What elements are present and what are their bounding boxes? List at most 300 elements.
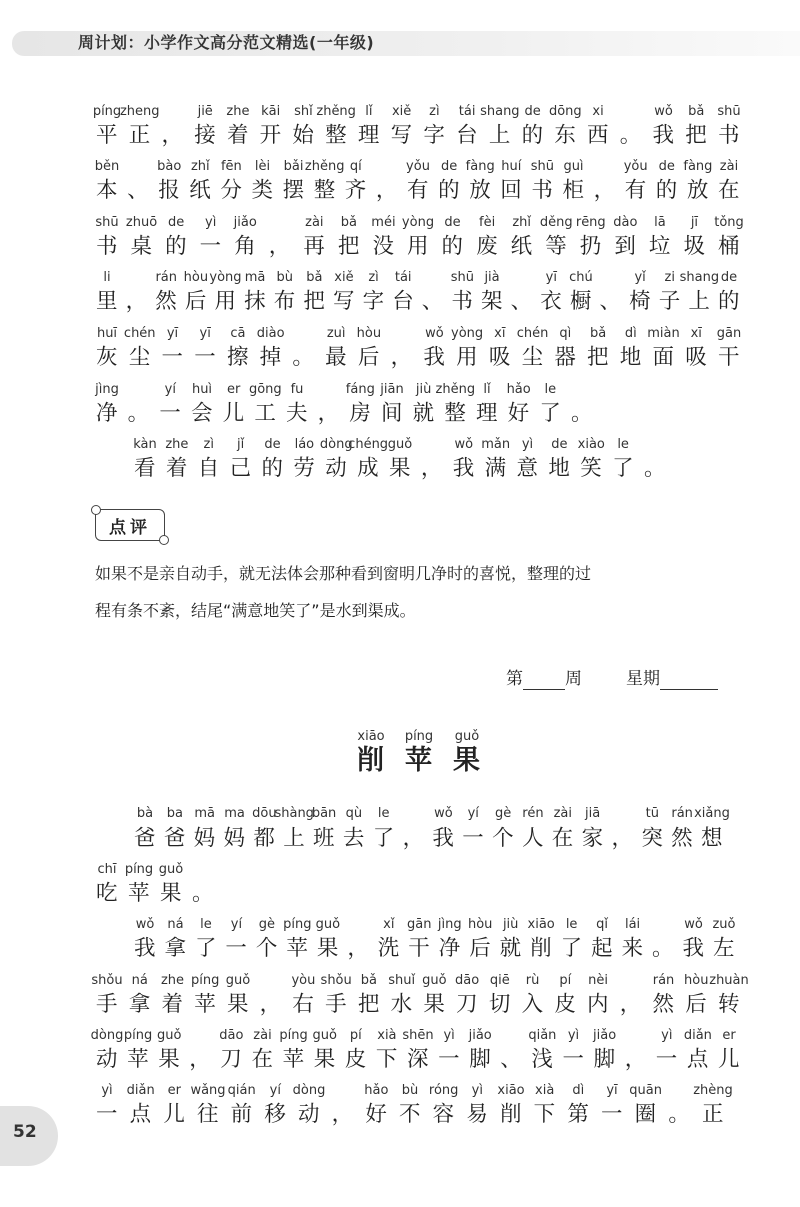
hanzi: 在 <box>251 1047 274 1072</box>
hanzi: 写 <box>332 289 355 314</box>
pinyin: guǒ <box>422 973 447 988</box>
pinyin: de <box>440 159 458 174</box>
hanzi: 一 <box>96 1102 118 1127</box>
pinyin: shǐ <box>294 104 313 119</box>
hanzi: 了 <box>194 936 217 961</box>
hanzi: 然 <box>671 826 693 851</box>
title-char: 果 <box>453 745 480 776</box>
hanzi: 柜 <box>562 178 585 203</box>
pinyin: huì <box>191 382 213 397</box>
pinyin: huī <box>96 326 118 341</box>
pinyin: bà <box>136 806 154 821</box>
pinyin: yǒu <box>406 159 430 174</box>
pinyin: pí <box>349 1028 362 1043</box>
hanzi: 。 <box>192 881 214 906</box>
hanzi: 妈 <box>193 826 216 851</box>
hanzi: 书 <box>451 289 473 314</box>
hanzi: 分 <box>220 178 242 203</box>
hanzi: 把 <box>685 123 707 148</box>
pinyin: yì <box>567 1028 580 1043</box>
hanzi: 果 <box>158 1047 180 1072</box>
title-pinyin: xiāo <box>357 729 385 744</box>
hanzi: 皮 <box>554 992 576 1017</box>
pinyin: rén <box>522 806 544 821</box>
pinyin: bǎ <box>360 973 377 988</box>
pinyin: jiǎo <box>593 1028 617 1043</box>
hanzi: 果 <box>389 456 411 481</box>
pinyin: ná <box>167 917 184 932</box>
hanzi: 掉 <box>259 345 282 370</box>
hanzi: 的 <box>655 178 678 203</box>
hanzi: 手 <box>96 992 118 1017</box>
hanzi: 一 <box>159 401 181 426</box>
pinyin: guì <box>563 159 584 174</box>
pinyin: zheng <box>119 104 160 119</box>
pinyin: chén <box>516 326 549 341</box>
weekday-blank[interactable] <box>660 671 718 690</box>
pinyin: zì <box>429 104 440 119</box>
hanzi: ， <box>347 936 369 961</box>
pinyin: xiě <box>334 270 354 285</box>
title-char: 削 <box>357 745 384 776</box>
pinyin: bǎ <box>589 326 607 341</box>
pinyin: zi <box>664 270 675 285</box>
hanzi: ， <box>593 178 616 203</box>
week-blank[interactable] <box>523 671 565 690</box>
hanzi: 间 <box>381 401 403 426</box>
hanzi: 的 <box>441 234 464 259</box>
hanzi: 己 <box>229 456 252 481</box>
hanzi: 突 <box>641 826 663 851</box>
hanzi: 班 <box>313 826 335 851</box>
hanzi: 、 <box>421 289 444 314</box>
hanzi: 皮 <box>344 1047 367 1072</box>
hanzi: 了 <box>372 826 395 851</box>
hanzi: 后 <box>184 289 207 314</box>
hanzi: 。 <box>668 1102 690 1127</box>
hanzi: 我 <box>452 456 475 481</box>
title-char: 苹 <box>405 745 432 776</box>
pinyin: shū <box>450 270 475 285</box>
pinyin: bān <box>311 806 337 821</box>
hanzi: 好 <box>365 1102 387 1127</box>
hanzi: ， <box>317 401 340 426</box>
pinyin: yí <box>230 917 243 932</box>
hanzi: 纸 <box>189 178 211 203</box>
pinyin: wǒ <box>434 806 453 821</box>
pinyin: jiǎo <box>468 1028 492 1043</box>
hanzi: 苹 <box>128 881 150 906</box>
pinyin: shū <box>530 159 555 174</box>
pinyin: fáng <box>345 382 375 397</box>
pinyin: dòng <box>90 1028 124 1043</box>
pinyin: le <box>617 437 629 452</box>
pinyin: zài <box>553 806 572 821</box>
hanzi: 书 <box>718 123 740 148</box>
pinyin: shuǐ <box>388 973 416 988</box>
pinyin: zhe <box>160 973 184 988</box>
hanzi: 圈 <box>634 1102 657 1127</box>
hanzi: 果 <box>160 881 182 906</box>
pinyin: lái <box>624 917 641 932</box>
hanzi: 了 <box>539 401 561 426</box>
hanzi: 书 <box>531 178 553 203</box>
hanzi: 。 <box>619 123 642 148</box>
hanzi: 到 <box>614 234 636 259</box>
book-title: 周计划：小学作文高分范文精选(一年级) <box>78 33 375 52</box>
pinyin: jiā <box>585 806 601 821</box>
pinyin: ná <box>131 973 148 988</box>
hanzi: 后 <box>469 936 491 961</box>
hanzi: 字 <box>423 123 445 148</box>
pinyin: píng <box>92 104 122 119</box>
hanzi: 理 <box>476 401 498 426</box>
hanzi: 衣 <box>540 289 562 314</box>
hanzi: 我 <box>652 123 675 148</box>
pinyin: wǒ <box>454 437 474 452</box>
page-number: 52 <box>13 1122 37 1142</box>
hanzi: 的 <box>165 234 187 259</box>
pinyin: yǒu <box>623 159 648 174</box>
pinyin: xī <box>494 326 506 341</box>
pinyin: chéng <box>348 437 389 452</box>
title-pinyin: píng <box>404 729 434 744</box>
pinyin: er <box>722 1028 736 1043</box>
pinyin: hòu <box>467 917 493 932</box>
hanzi: 。 <box>292 345 314 370</box>
hanzi: 拿 <box>164 936 186 961</box>
hanzi: 然 <box>155 289 177 314</box>
hanzi: 开 <box>259 123 282 148</box>
hanzi: 自 <box>197 456 220 481</box>
pinyin: rán <box>652 973 675 988</box>
pinyin: zhěng <box>316 104 356 119</box>
hanzi: 用 <box>214 289 236 314</box>
pinyin: er <box>167 1083 181 1098</box>
pinyin: yòu <box>291 973 316 988</box>
hanzi: 本 <box>96 178 118 203</box>
hanzi: 废 <box>476 234 498 259</box>
hanzi: 果 <box>316 936 339 961</box>
hanzi: 前 <box>230 1102 253 1127</box>
pinyin: bǎ <box>306 270 323 285</box>
pinyin: de <box>658 159 675 174</box>
pinyin: fèi <box>479 215 496 230</box>
hanzi: 把 <box>587 345 609 370</box>
hanzi: 儿 <box>222 401 245 426</box>
pinyin: guǒ <box>156 1028 182 1043</box>
week-label <box>506 668 718 690</box>
hanzi: ， <box>402 826 425 851</box>
hanzi: 笑 <box>580 456 602 481</box>
hanzi: 削 <box>500 1102 522 1127</box>
pinyin: dì <box>624 326 637 341</box>
pinyin: gè <box>258 917 276 932</box>
hanzi: 来 <box>621 936 644 961</box>
hanzi: 第 <box>567 1102 589 1127</box>
hanzi: 尘 <box>521 345 544 370</box>
hanzi: 角 <box>234 234 256 259</box>
pinyin: mā <box>194 806 215 821</box>
pinyin: xiāo <box>527 917 555 932</box>
pinyin: zhuàn <box>709 973 749 988</box>
pinyin: rù <box>525 973 540 988</box>
comment-badge: 点评 <box>95 509 165 541</box>
pinyin: jiù <box>502 917 519 932</box>
hanzi: 苹 <box>194 992 216 1017</box>
hanzi: 家 <box>581 826 604 851</box>
pinyin: yí <box>269 1083 281 1098</box>
pinyin: li <box>103 270 111 285</box>
pinyin: wǒ <box>654 104 673 119</box>
hanzi: ， <box>420 456 443 481</box>
hanzi: 在 <box>718 178 740 203</box>
pinyin: gōng <box>248 382 282 397</box>
hanzi: 等 <box>545 234 567 259</box>
pinyin: dāo <box>455 973 480 988</box>
hanzi: 想 <box>701 826 723 851</box>
pinyin: mǎn <box>481 437 511 452</box>
pinyin: chú <box>569 270 593 285</box>
hanzi: 着 <box>165 456 188 481</box>
hanzi: 右 <box>292 992 314 1017</box>
hanzi: 干 <box>408 936 430 961</box>
pinyin: de <box>444 215 461 230</box>
hanzi: ， <box>390 345 413 370</box>
pinyin: le <box>544 382 557 397</box>
pinyin: guǒ <box>225 973 251 988</box>
pinyin: jiān <box>380 382 404 397</box>
hanzi: 了 <box>612 456 634 481</box>
hanzi: 东 <box>554 123 576 148</box>
hanzi: 净 <box>438 936 461 961</box>
hanzi: ， <box>624 1047 647 1072</box>
pinyin: xiào <box>577 437 605 452</box>
pinyin: qǐ <box>596 917 609 932</box>
hanzi: 苹 <box>286 936 308 961</box>
hanzi: 子 <box>658 289 681 314</box>
hanzi: 平 <box>96 123 118 148</box>
hanzi: 刀 <box>456 992 478 1017</box>
hanzi: 一 <box>655 1047 678 1072</box>
hanzi: 类 <box>251 178 274 203</box>
pinyin: xià <box>535 1083 555 1098</box>
pinyin: de <box>167 215 185 230</box>
hanzi: 转 <box>718 992 740 1017</box>
pinyin: qù <box>345 806 363 821</box>
hanzi: 纸 <box>510 234 533 259</box>
hanzi: 苹 <box>127 1047 149 1072</box>
hanzi: 了 <box>560 936 583 961</box>
pinyin: chī <box>97 862 117 877</box>
pinyin: yǐ <box>634 270 646 285</box>
pinyin: shū <box>95 215 119 230</box>
pinyin: diǎn <box>683 1028 712 1043</box>
hanzi: 着 <box>161 992 183 1017</box>
pinyin: zì <box>368 270 379 285</box>
pinyin: zài <box>719 159 739 174</box>
hanzi: 一 <box>462 826 484 851</box>
pinyin: píng <box>279 1028 308 1043</box>
pinyin: er <box>226 382 241 397</box>
hanzi: 人 <box>521 826 544 851</box>
pinyin: zhe <box>226 104 250 119</box>
hanzi: 刀 <box>220 1047 242 1072</box>
pinyin: dòng <box>319 437 353 452</box>
hanzi: 齐 <box>344 178 367 203</box>
hanzi: 的 <box>438 178 460 203</box>
hanzi: 移 <box>264 1102 286 1127</box>
pinyin: guǒ <box>387 437 413 452</box>
hanzi: 切 <box>488 992 511 1017</box>
pinyin: jìng <box>95 382 119 397</box>
pinyin: gān <box>716 326 742 341</box>
pinyin: miàn <box>647 326 680 341</box>
pinyin: yòng <box>451 326 484 341</box>
hanzi: 再 <box>303 234 325 259</box>
pinyin: kāi <box>261 104 281 119</box>
hanzi: 把 <box>303 289 325 314</box>
hanzi: 书 <box>96 234 118 259</box>
hanzi: 圾 <box>683 234 705 259</box>
pinyin: shēn <box>402 1028 434 1043</box>
pinyin: qián <box>227 1083 256 1098</box>
pinyin: de <box>524 104 541 119</box>
hanzi: 爸 <box>163 826 186 851</box>
pinyin: zuì <box>326 326 346 341</box>
pinyin: le <box>377 806 390 821</box>
hanzi: 洗 <box>377 936 400 961</box>
hanzi: 有 <box>624 178 647 203</box>
hanzi: 整 <box>313 178 336 203</box>
hanzi: 夫 <box>286 401 308 426</box>
hanzi: 我 <box>423 345 445 370</box>
hanzi: 水 <box>390 992 413 1017</box>
hanzi: 工 <box>254 401 276 426</box>
hanzi: 左 <box>713 936 735 961</box>
hanzi: ， <box>161 123 183 148</box>
pinyin: jī <box>690 215 699 230</box>
pinyin: fēn <box>220 159 242 174</box>
hanzi: 入 <box>521 992 544 1017</box>
pinyin: shang <box>679 270 720 285</box>
pinyin: ba <box>166 806 183 821</box>
hanzi: 脚 <box>469 1047 491 1072</box>
hanzi: 深 <box>407 1047 429 1072</box>
pinyin: ma <box>224 806 245 821</box>
hanzi: 。 <box>571 401 593 426</box>
hanzi: 脚 <box>593 1047 616 1072</box>
hanzi: 点 <box>129 1102 152 1127</box>
pinyin: xià <box>377 1028 397 1043</box>
pinyin: qiǎn <box>528 1028 557 1043</box>
hanzi: 把 <box>357 992 380 1017</box>
pinyin: zhǐ <box>512 215 531 230</box>
pinyin: bǎ <box>688 104 705 119</box>
hanzi: 一 <box>194 345 216 370</box>
hanzi: ， <box>125 289 148 314</box>
week-xingqi: 星期 <box>626 669 660 689</box>
hanzi: 、 <box>599 289 622 314</box>
pinyin: diào <box>256 326 285 341</box>
hanzi: 地 <box>619 345 642 370</box>
hanzi: 一 <box>438 1047 460 1072</box>
hanzi: 我 <box>432 826 454 851</box>
pinyin: yī <box>199 326 211 341</box>
hanzi: 我 <box>682 936 705 961</box>
pinyin: dì <box>572 1083 585 1098</box>
hanzi: 放 <box>686 178 709 203</box>
hanzi: 用 <box>456 345 478 370</box>
pinyin: jiǎo <box>233 215 257 230</box>
pinyin: běn <box>94 159 120 174</box>
hanzi: 的 <box>261 456 284 481</box>
hanzi: 器 <box>554 345 576 370</box>
pinyin: jìng <box>437 917 462 932</box>
hanzi: 、 <box>127 178 149 203</box>
pinyin: dào <box>613 215 638 230</box>
pinyin: chén <box>123 326 156 341</box>
hanzi: 意 <box>516 456 539 481</box>
pinyin: qiē <box>489 973 510 988</box>
hanzi: 整 <box>325 123 347 148</box>
hanzi: 内 <box>587 992 609 1017</box>
hanzi: 架 <box>481 289 503 314</box>
pinyin: píng <box>124 862 154 877</box>
hanzi: 儿 <box>718 1047 740 1072</box>
hanzi: 擦 <box>226 345 249 370</box>
pinyin: gān <box>407 917 432 932</box>
comment-line-2: 程有条不紊，结尾“满意地笑了”是水到渠成。 <box>95 601 416 620</box>
pinyin: wǒ <box>135 917 155 932</box>
hanzi: ， <box>268 234 291 259</box>
hanzi: 儿 <box>163 1102 185 1127</box>
pinyin: yī <box>545 270 557 285</box>
pinyin: jià <box>484 270 500 285</box>
pinyin: yì <box>443 1028 455 1043</box>
hanzi: 整 <box>444 401 466 426</box>
hanzi: 容 <box>432 1102 455 1127</box>
hanzi: 我 <box>134 936 156 961</box>
pinyin: lā <box>654 215 666 230</box>
pinyin: xiǎng <box>694 806 730 821</box>
pinyin: hǎo <box>506 382 531 397</box>
hanzi: 灰 <box>96 345 118 370</box>
hanzi: 抹 <box>244 289 266 314</box>
hanzi: 下 <box>533 1102 556 1127</box>
pinyin: gè <box>494 806 512 821</box>
hanzi: 上 <box>488 123 511 148</box>
pinyin: dāo <box>219 1028 244 1043</box>
week-di: 第 <box>506 669 523 689</box>
hanzi: 一 <box>161 345 183 370</box>
pinyin: shū <box>717 104 741 119</box>
hanzi: 摆 <box>282 178 305 203</box>
hanzi: 一 <box>601 1102 623 1127</box>
hanzi: 理 <box>357 123 380 148</box>
hanzi: ， <box>331 1102 354 1127</box>
pinyin: mā <box>244 270 266 285</box>
pinyin: lǐ <box>365 104 373 119</box>
hanzi: 都 <box>253 826 275 851</box>
pinyin: yòng <box>401 215 435 230</box>
pinyin: méi <box>371 215 396 230</box>
pinyin: le <box>565 917 578 932</box>
pinyin: lèi <box>254 159 271 174</box>
pinyin: jiù <box>415 382 432 397</box>
title-pinyin: guǒ <box>454 729 480 744</box>
pinyin: dòng <box>292 1083 326 1098</box>
